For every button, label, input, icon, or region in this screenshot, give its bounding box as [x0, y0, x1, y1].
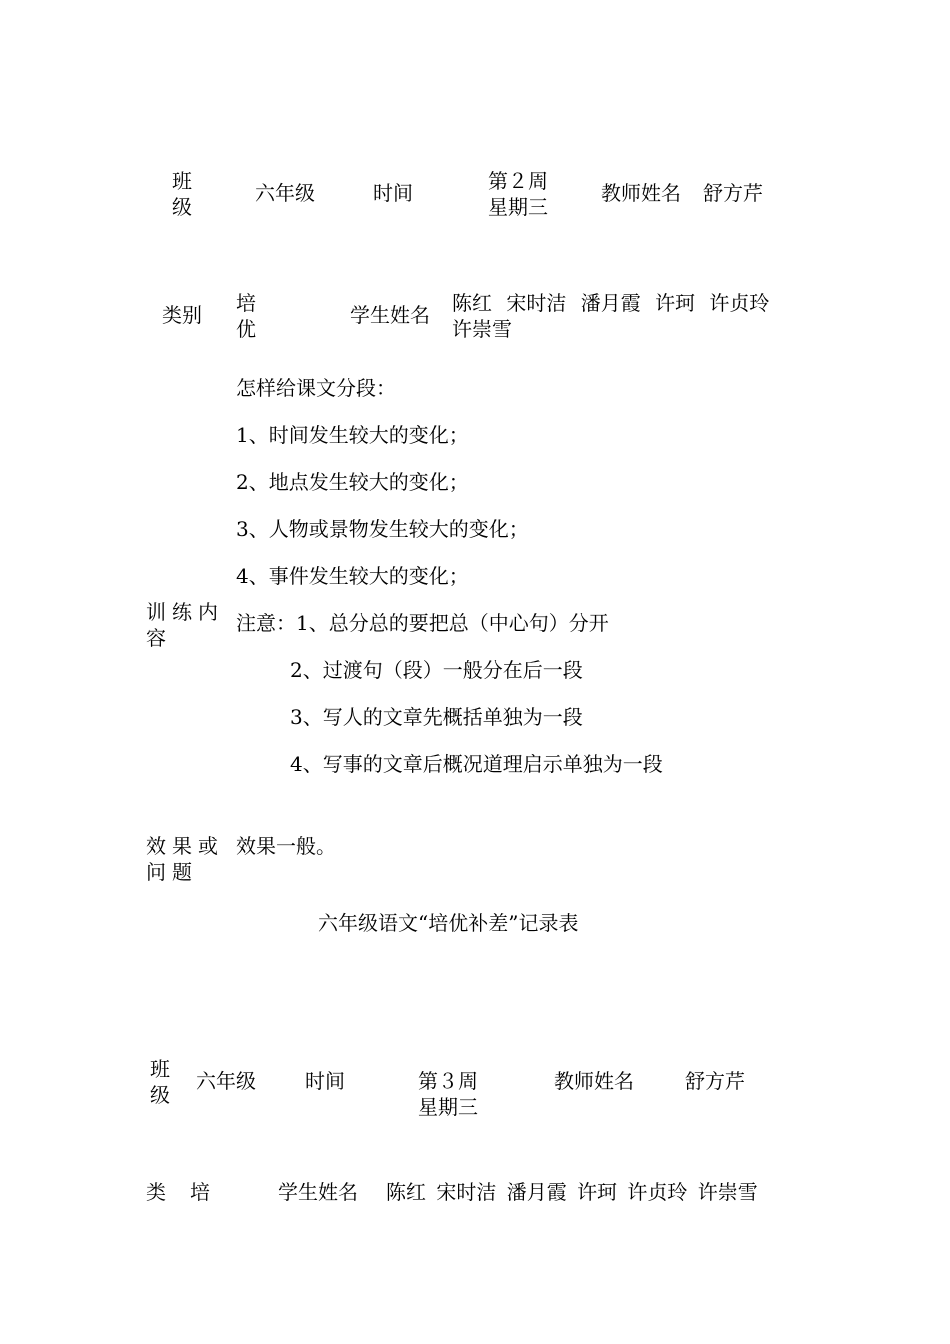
- category-label: 类别: [162, 303, 202, 327]
- training-heading: 怎样给课文分段：: [236, 376, 396, 400]
- teacher-value-2: 舒方芹: [685, 1069, 745, 1093]
- effect-value: 效果一般。: [236, 834, 336, 858]
- note-first: 注意：1、总分总的要把总（中心句）分开: [236, 611, 609, 635]
- training-label: 训练内容: [146, 600, 224, 650]
- category-value: 培优: [236, 291, 256, 341]
- class-value-2: 六年级: [196, 1069, 256, 1093]
- training-item: 3、人物或景物发生较大的变化；: [236, 517, 529, 541]
- table-title: 六年级语文“培优补差”记录表: [318, 911, 579, 935]
- time-label-2: 时间: [305, 1069, 345, 1093]
- class-label-2: 班级: [150, 1057, 170, 1107]
- note-item: 4、写事的文章后概况道理启示单独为一段: [290, 752, 663, 776]
- teacher-value: 舒方芹: [703, 181, 763, 205]
- students-2: 陈红 宋时洁 潘月霞 许珂 许贞玲 许崇雪: [386, 1180, 758, 1204]
- time-value-day: 星期三: [488, 195, 548, 219]
- time-value-day-2: 星期三: [418, 1095, 478, 1119]
- training-item: 1、时间发生较大的变化；: [236, 423, 469, 447]
- class-value: 六年级: [255, 181, 315, 205]
- time-label: 时间: [373, 181, 413, 205]
- time-value-week: 第２周: [488, 169, 548, 193]
- effect-label: 效果或问题: [146, 834, 224, 884]
- category-label-2: 类: [146, 1180, 166, 1204]
- training-item: 4、事件发生较大的变化；: [236, 564, 469, 588]
- students-label-2: 学生姓名: [278, 1180, 358, 1204]
- class-label: 班级: [172, 169, 192, 219]
- students-line2: 许崇雪: [452, 317, 512, 341]
- students-line1: 陈红 宋时洁 潘月霞 许珂 许贞玲: [452, 291, 770, 315]
- time-value-week-2: 第３周: [418, 1069, 478, 1093]
- category-value-2: 培: [190, 1180, 210, 1204]
- teacher-label: 教师姓名: [601, 181, 681, 205]
- note-item: 3、写人的文章先概括单独为一段: [290, 705, 583, 729]
- students-label: 学生姓名: [350, 303, 430, 327]
- training-item: 2、地点发生较大的变化；: [236, 470, 469, 494]
- note-item: 2、过渡句（段）一般分在后一段: [290, 658, 583, 682]
- teacher-label-2: 教师姓名: [554, 1069, 634, 1093]
